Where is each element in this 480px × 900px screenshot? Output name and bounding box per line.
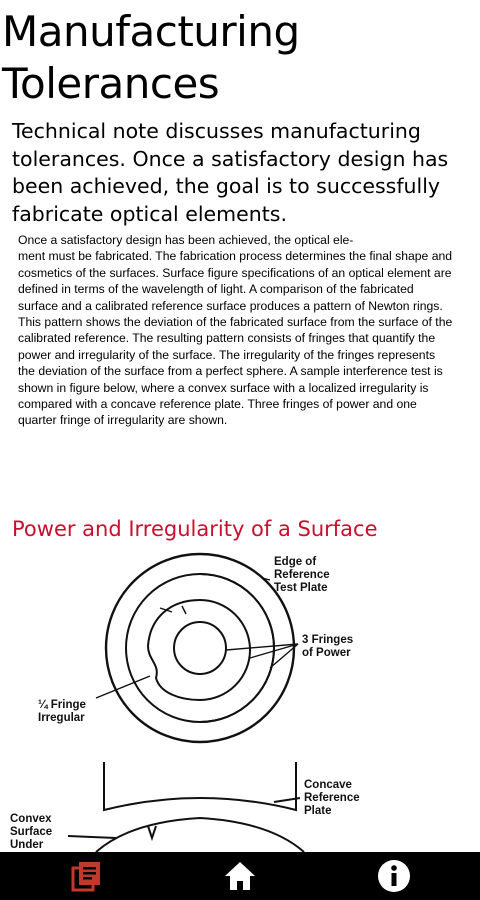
nav-home-button[interactable] (200, 852, 280, 900)
nav-info-button[interactable] (354, 852, 434, 900)
svg-text:Test Plate: Test Plate (274, 582, 328, 594)
svg-text:Edge of: Edge of (274, 556, 317, 568)
svg-text:Plate: Plate (304, 805, 332, 817)
newton-rings (106, 554, 294, 742)
svg-text:Irregular: Irregular (38, 712, 85, 724)
svg-text:Convex: Convex (10, 813, 52, 825)
page-title: Manufacturing Tolerances (2, 7, 300, 108)
svg-text:3 Fringes: 3 Fringes (302, 634, 354, 646)
side-view (68, 762, 304, 852)
nav-articles-button[interactable] (46, 852, 126, 900)
info-icon (377, 859, 411, 893)
home-icon (223, 860, 257, 892)
figure-labels (10, 556, 360, 851)
bottom-navigation (0, 852, 480, 900)
svg-text:Under: Under (10, 839, 44, 851)
section-heading: Power and Irregularity of a Surface (12, 517, 378, 541)
interference-figure (0, 548, 380, 852)
article-body: Once a satisfactory design has been achieved, the optical ele- ment must be fabricated. The fabrication process determines the final shape and cosmetics of the surfaces. Surface figure specifications of an optical element are defined in terms of the wavelength of light. A comparison of the fabricated surface and a calibrated reference surface produces a pattern of Newton rings. This pattern shows the deviation of the fabricated surface from the surface of the calibrated reference. The resulting pattern consists of fringes that quantify the power and irregularity of the surface. The irregularity of the fringes represents the deviation of the surface from a perfect sphere. A sample interference test is shown in figure below, where a convex surface with a localized irregularity is compared with a concave reference plate. Three fringes of power and one quarter fringe of irregularity are shown. (18, 233, 453, 428)
svg-text:of Power: of Power (302, 647, 351, 659)
articles-icon (69, 859, 103, 893)
svg-text:Concave: Concave (304, 779, 352, 791)
svg-text:Reference: Reference (274, 569, 330, 581)
svg-text:¼ Fringe: ¼ Fringe (38, 699, 86, 711)
svg-text:Surface: Surface (10, 826, 53, 838)
article-summary: Technical note discusses manufacturing tolerances. Once a satisfactory design has been achieved, the goal is to successfully fabricate optical elements. (12, 119, 449, 226)
svg-text:Reference: Reference (304, 792, 360, 804)
